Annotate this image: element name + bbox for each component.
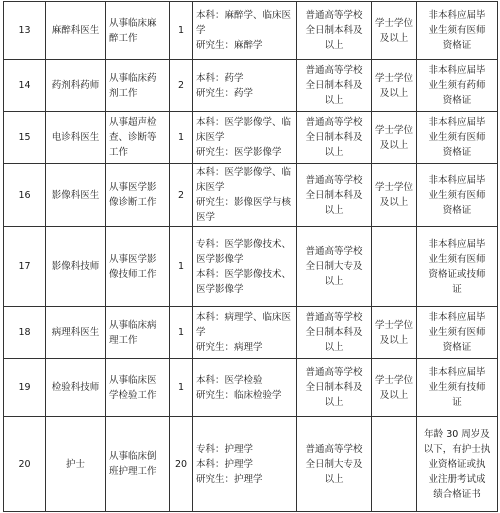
cell-degree — [372, 307, 417, 359]
cell-requirement-line: 非本科应届毕 — [428, 367, 486, 378]
cell-count: 1 — [170, 307, 193, 359]
cell-education-line: 以上 — [324, 473, 344, 485]
cell-requirement-line: 资格证 — [442, 40, 472, 51]
cell-requirement — [417, 2, 498, 60]
cell-education — [297, 60, 372, 112]
cell-degree-line: 学士学位 — [375, 17, 414, 29]
cell-requirement-line: 年龄 30 周岁及 — [424, 428, 490, 440]
cell-degree-line: 学士学位 — [375, 374, 414, 386]
cell-degree-line: 及以上 — [379, 334, 409, 346]
cell-position: 药剂科药师 — [46, 60, 106, 112]
cell-major — [193, 417, 297, 512]
cell-education — [297, 417, 372, 512]
recruitment-table — [3, 1, 498, 512]
cell-major-line: 研究生：药学 — [196, 87, 254, 99]
cell-duty-line: 从事临床麻 — [109, 17, 157, 29]
cell-degree — [372, 2, 417, 60]
cell-major-line: 医学影像学 — [196, 253, 244, 265]
cell-education — [297, 2, 372, 60]
cell-duty-line: 学检验工作 — [109, 389, 157, 401]
cell-duty-line: 从事临床病 — [109, 319, 157, 331]
cell-degree — [372, 60, 417, 112]
cell-requirement — [417, 417, 498, 512]
cell-count: 20 — [170, 417, 193, 512]
cell-degree — [372, 164, 417, 227]
cell-requirement-line: 业生须有技师 — [428, 382, 486, 393]
cell-degree — [372, 417, 417, 512]
cell-count: 1 — [170, 112, 193, 164]
cell-count: 2 — [170, 164, 193, 227]
cell-major-line: 研究生：医学影像学 — [196, 147, 282, 158]
cell-major-line: 研究生：临床检验学 — [196, 389, 282, 401]
cell-major-line: 本科：医学影像学、临 — [196, 117, 292, 128]
cell-duty-line: 查、诊断等 — [109, 132, 157, 143]
cell-major — [193, 60, 297, 112]
cell-requirement — [417, 359, 498, 417]
cell-education — [297, 112, 372, 164]
cell-requirement — [417, 307, 498, 359]
cell-major-line: 研究生：麻醉学 — [196, 40, 263, 51]
cell-education — [297, 307, 372, 359]
cell-education-line: 以上 — [324, 204, 344, 216]
cell-major — [193, 227, 297, 307]
cell-major-line: 本科：医学影像学、临 — [196, 167, 292, 178]
cell-major-line: 学 — [196, 327, 206, 338]
cell-duty-line: 理工作 — [109, 334, 138, 346]
cell-duty — [106, 112, 170, 164]
cell-degree-line: 及以上 — [379, 32, 409, 44]
cell-major — [193, 164, 297, 227]
cell-degree-line: 及以上 — [379, 389, 409, 401]
cell-position: 影像科技师 — [46, 227, 106, 307]
cell-requirement-line: 资格证 — [442, 342, 472, 353]
cell-education-line: 普通高等学校 — [305, 174, 363, 186]
cell-education-line: 以上 — [324, 276, 344, 287]
cell-major-line: 医学影像学 — [196, 283, 244, 295]
cell-education-line: 普通高等学校 — [305, 246, 363, 257]
cell-requirement-line: 资格证 — [442, 204, 472, 216]
table-row — [4, 359, 498, 417]
cell-duty-line: 像诊断工作 — [109, 197, 157, 208]
cell-number: 18 — [4, 307, 46, 359]
table-body — [4, 2, 498, 512]
cell-requirement-line: 资格证或技师 — [428, 268, 486, 280]
cell-major-line: 研究生：影像医学与核 — [196, 197, 292, 208]
cell-major — [193, 2, 297, 60]
cell-requirement-line: 绩合格证书 — [433, 488, 481, 500]
cell-duty-line: 醉工作 — [109, 32, 138, 44]
cell-education-line: 普通高等学校 — [305, 443, 363, 455]
cell-education-line: 全日制本科及 — [305, 25, 363, 36]
table-row — [4, 2, 498, 60]
cell-education-line: 普通高等学校 — [305, 312, 363, 323]
cell-requirement-line: 业生须有医师 — [428, 25, 486, 36]
cell-requirement — [417, 227, 498, 307]
cell-requirement-line: 证 — [452, 397, 462, 408]
cell-major-line: 医学 — [196, 212, 216, 223]
cell-degree-line: 学士学位 — [375, 182, 414, 193]
cell-education-line: 以上 — [324, 147, 344, 158]
cell-major-line: 本科：麻醉学、临床医 — [196, 10, 292, 21]
cell-number: 16 — [4, 164, 46, 227]
cell-duty-line: 从事临床倒 — [109, 451, 157, 462]
cell-requirement-line: 业生须有医师 — [428, 132, 486, 143]
cell-count: 2 — [170, 60, 193, 112]
table-row — [4, 227, 498, 307]
cell-degree-line: 及以上 — [379, 87, 409, 99]
cell-number: 13 — [4, 2, 46, 60]
cell-education-line: 全日制本科及 — [305, 80, 363, 91]
cell-number: 17 — [4, 227, 46, 307]
cell-education-line: 普通高等学校 — [305, 117, 363, 128]
cell-requirement-line: 非本科应届毕 — [428, 65, 486, 76]
cell-requirement-line: 以下，有护士执 — [423, 443, 491, 455]
cell-education-line: 普通高等学校 — [305, 10, 363, 21]
cell-duty-line: 从事医学影 — [109, 182, 157, 193]
cell-major-line: 专科：护理学 — [196, 443, 254, 455]
cell-education-line: 以上 — [324, 397, 344, 408]
cell-number: 19 — [4, 359, 46, 417]
cell-duty — [106, 359, 170, 417]
cell-requirement-line: 非本科应届毕 — [428, 312, 486, 323]
table-row — [4, 60, 498, 112]
cell-degree — [372, 112, 417, 164]
cell-degree-line: 学士学位 — [375, 319, 414, 331]
cell-requirement-line: 业注册考试成 — [428, 473, 486, 485]
cell-duty — [106, 307, 170, 359]
cell-requirement-line: 业生须有医师 — [428, 327, 486, 338]
cell-education-line: 全日制本科及 — [305, 382, 363, 393]
table-row — [4, 307, 498, 359]
cell-duty-line: 从事临床医 — [109, 374, 157, 386]
cell-major-line: 本科：医学影像技术、 — [196, 268, 292, 280]
cell-duty — [106, 60, 170, 112]
cell-requirement — [417, 164, 498, 227]
cell-duty — [106, 2, 170, 60]
cell-degree — [372, 359, 417, 417]
cell-degree-line: 学士学位 — [375, 124, 414, 136]
cell-duty-line: 班护理工作 — [109, 466, 157, 477]
cell-education-line: 全日制大专及 — [305, 261, 363, 272]
cell-major-line: 床医学 — [196, 132, 225, 143]
cell-position: 检验科技师 — [46, 359, 106, 417]
cell-requirement-line: 非本科应届毕 — [428, 117, 486, 128]
cell-degree-line: 学士学位 — [375, 72, 414, 84]
cell-requirement-line: 非本科应届毕 — [428, 174, 486, 186]
cell-requirement-line: 证 — [452, 283, 462, 295]
cell-education-line: 全日制大专及 — [305, 458, 363, 470]
cell-requirement-line: 资格证 — [442, 147, 472, 158]
cell-education-line: 全日制本科及 — [305, 327, 363, 338]
cell-education-line: 全日制本科及 — [305, 132, 363, 143]
table-row — [4, 417, 498, 512]
cell-duty — [106, 164, 170, 227]
cell-education — [297, 359, 372, 417]
cell-education-line: 以上 — [324, 95, 344, 106]
cell-count: 1 — [170, 359, 193, 417]
cell-duty-line: 像技师工作 — [109, 268, 157, 280]
cell-major — [193, 112, 297, 164]
cell-duty-line: 剂工作 — [109, 87, 138, 99]
cell-count: 1 — [170, 2, 193, 60]
cell-requirement — [417, 60, 498, 112]
cell-position: 影像科医生 — [46, 164, 106, 227]
cell-requirement-line: 业生须有医师 — [428, 189, 486, 201]
cell-requirement-line: 业生须有药师 — [428, 80, 486, 91]
cell-position: 电诊科医生 — [46, 112, 106, 164]
table-row — [4, 164, 498, 227]
cell-major-line: 床医学 — [196, 182, 225, 193]
cell-duty-line: 工作 — [109, 147, 129, 158]
cell-major-line: 研究生：护理学 — [196, 473, 263, 485]
cell-major-line: 专科：医学影像技术、 — [196, 238, 292, 250]
cell-position: 病理科医生 — [46, 307, 106, 359]
cell-education-line: 全日制本科及 — [305, 189, 363, 201]
cell-major-line: 本科：护理学 — [196, 458, 254, 470]
cell-education-line: 以上 — [324, 342, 344, 353]
cell-education-line: 普通高等学校 — [305, 367, 363, 378]
cell-requirement-line: 非本科应届毕 — [428, 238, 486, 250]
cell-education-line: 以上 — [324, 40, 344, 51]
cell-education — [297, 227, 372, 307]
cell-major-line: 学 — [196, 25, 206, 36]
cell-number: 20 — [4, 417, 46, 512]
cell-education-line: 普通高等学校 — [305, 65, 363, 76]
cell-requirement — [417, 112, 498, 164]
cell-requirement-line: 业资格证或执 — [428, 458, 486, 470]
cell-degree — [372, 227, 417, 307]
cell-major-line: 本科：药学 — [196, 72, 244, 84]
cell-position: 护士 — [46, 417, 106, 512]
cell-major — [193, 359, 297, 417]
recruitment-table-container — [3, 1, 497, 511]
cell-count: 1 — [170, 227, 193, 307]
cell-major — [193, 307, 297, 359]
cell-duty-line: 从事临床药 — [109, 72, 157, 84]
cell-requirement-line: 资格证 — [442, 95, 472, 106]
cell-position: 麻醉科医生 — [46, 2, 106, 60]
cell-degree-line: 及以上 — [379, 139, 409, 151]
cell-number: 14 — [4, 60, 46, 112]
cell-duty — [106, 417, 170, 512]
table-row — [4, 112, 498, 164]
cell-major-line: 本科：医学检验 — [196, 374, 263, 386]
cell-education — [297, 164, 372, 227]
cell-major-line: 本科：病理学、临床医 — [196, 312, 292, 323]
cell-requirement-line: 非本科应届毕 — [428, 10, 486, 21]
cell-duty-line: 从事医学影 — [109, 253, 157, 265]
cell-duty-line: 从事超声检 — [109, 117, 157, 128]
cell-major-line: 研究生：病理学 — [196, 342, 263, 353]
cell-requirement-line: 业生须有医师 — [428, 253, 486, 265]
cell-duty — [106, 227, 170, 307]
cell-degree-line: 及以上 — [379, 197, 409, 208]
cell-number: 15 — [4, 112, 46, 164]
